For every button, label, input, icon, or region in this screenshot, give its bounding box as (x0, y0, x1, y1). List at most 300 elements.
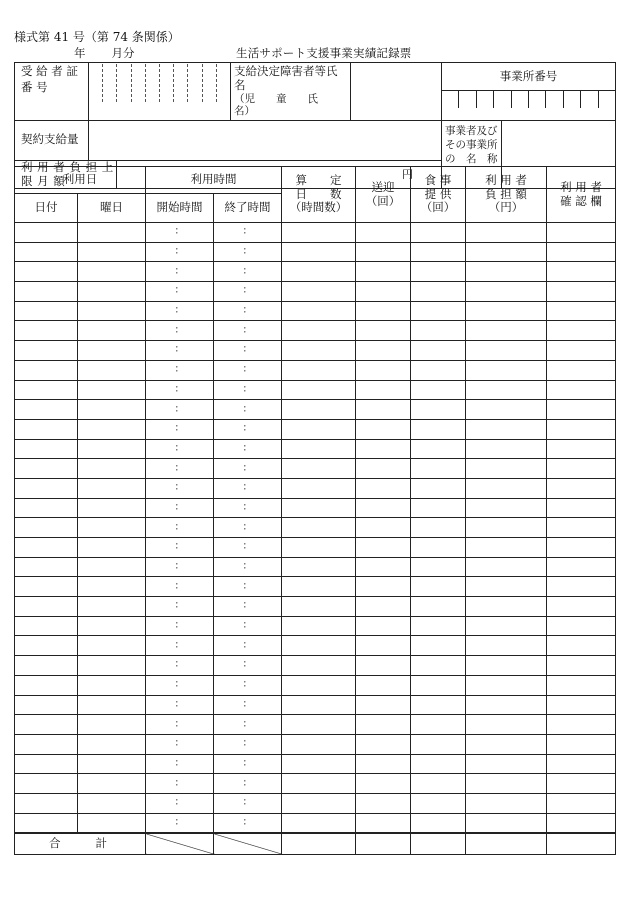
date-cell[interactable] (15, 656, 78, 676)
calc-days-cell[interactable] (282, 616, 356, 636)
calc-days-cell[interactable] (282, 439, 356, 459)
calc-days-cell[interactable] (282, 301, 356, 321)
contract-amount-field[interactable] (89, 120, 442, 160)
start-time-cell[interactable] (146, 636, 214, 656)
date-cell[interactable] (15, 813, 78, 833)
burden-amount-cell[interactable] (466, 774, 547, 794)
burden-amount-cell[interactable] (466, 577, 547, 597)
user-confirm-cell[interactable] (547, 380, 616, 400)
user-confirm-cell[interactable] (547, 419, 616, 439)
weekday-cell[interactable] (78, 754, 146, 774)
date-cell[interactable] (15, 439, 78, 459)
date-cell[interactable] (15, 262, 78, 282)
end-time-cell[interactable] (214, 498, 282, 518)
end-time-cell[interactable] (214, 656, 282, 676)
office-digit-cell[interactable] (477, 91, 494, 108)
transport-cell[interactable] (356, 538, 411, 558)
transport-cell[interactable] (356, 223, 411, 243)
end-time-cell[interactable] (214, 459, 282, 479)
start-time-cell[interactable] (146, 262, 214, 282)
date-cell[interactable] (15, 577, 78, 597)
recipient-digit-cell[interactable] (146, 64, 160, 102)
end-time-cell[interactable] (214, 636, 282, 656)
meal-cell[interactable] (411, 518, 466, 538)
office-digit-cell[interactable] (581, 91, 598, 108)
start-time-cell[interactable] (146, 478, 214, 498)
office-digit-cell[interactable] (564, 91, 581, 108)
burden-amount-cell[interactable] (466, 734, 547, 754)
end-time-cell[interactable] (214, 793, 282, 813)
calc-days-cell[interactable] (282, 813, 356, 833)
weekday-cell[interactable] (78, 341, 146, 361)
meal-cell[interactable] (411, 360, 466, 380)
meal-cell[interactable] (411, 380, 466, 400)
user-confirm-cell[interactable] (547, 636, 616, 656)
transport-cell[interactable] (356, 518, 411, 538)
weekday-cell[interactable] (78, 478, 146, 498)
start-time-cell[interactable] (146, 341, 214, 361)
burden-amount-cell[interactable] (466, 754, 547, 774)
burden-amount-cell[interactable] (466, 518, 547, 538)
user-confirm-cell[interactable] (547, 301, 616, 321)
start-time-cell[interactable] (146, 557, 214, 577)
end-time-cell[interactable] (214, 675, 282, 695)
meal-cell[interactable] (411, 242, 466, 262)
holder-name-field[interactable] (351, 63, 442, 121)
calc-days-cell[interactable] (282, 400, 356, 420)
date-cell[interactable] (15, 459, 78, 479)
user-confirm-cell[interactable] (547, 321, 616, 341)
meal-cell[interactable] (411, 538, 466, 558)
transport-cell[interactable] (356, 813, 411, 833)
weekday-cell[interactable] (78, 380, 146, 400)
office-digit-cell[interactable] (494, 91, 511, 108)
start-time-cell[interactable] (146, 675, 214, 695)
weekday-cell[interactable] (78, 616, 146, 636)
weekday-cell[interactable] (78, 597, 146, 617)
start-time-cell[interactable] (146, 793, 214, 813)
weekday-cell[interactable] (78, 675, 146, 695)
transport-cell[interactable] (356, 636, 411, 656)
weekday-cell[interactable] (78, 557, 146, 577)
transport-cell[interactable] (356, 557, 411, 577)
user-confirm-cell[interactable] (547, 242, 616, 262)
meal-cell[interactable] (411, 321, 466, 341)
transport-cell[interactable] (356, 282, 411, 302)
meal-cell[interactable] (411, 400, 466, 420)
office-digit-cell[interactable] (599, 91, 615, 108)
recipient-number-field[interactable] (89, 63, 231, 121)
total-meal[interactable] (411, 833, 466, 854)
date-cell[interactable] (15, 774, 78, 794)
calc-days-cell[interactable] (282, 419, 356, 439)
burden-amount-cell[interactable] (466, 223, 547, 243)
office-digit-cell[interactable] (546, 91, 563, 108)
calc-days-cell[interactable] (282, 656, 356, 676)
calc-days-cell[interactable] (282, 754, 356, 774)
transport-cell[interactable] (356, 439, 411, 459)
burden-amount-cell[interactable] (466, 616, 547, 636)
date-cell[interactable] (15, 400, 78, 420)
start-time-cell[interactable] (146, 734, 214, 754)
weekday-cell[interactable] (78, 793, 146, 813)
weekday-cell[interactable] (78, 774, 146, 794)
end-time-cell[interactable] (214, 360, 282, 380)
start-time-cell[interactable] (146, 282, 214, 302)
date-cell[interactable] (15, 498, 78, 518)
weekday-cell[interactable] (78, 419, 146, 439)
end-time-cell[interactable] (214, 597, 282, 617)
burden-amount-cell[interactable] (466, 439, 547, 459)
burden-amount-cell[interactable] (466, 793, 547, 813)
user-confirm-cell[interactable] (547, 538, 616, 558)
meal-cell[interactable] (411, 734, 466, 754)
total-calc-days[interactable] (282, 833, 356, 854)
start-time-cell[interactable] (146, 774, 214, 794)
date-cell[interactable] (15, 242, 78, 262)
calc-days-cell[interactable] (282, 793, 356, 813)
office-number-field[interactable] (442, 91, 616, 121)
start-time-cell[interactable] (146, 400, 214, 420)
burden-amount-cell[interactable] (466, 813, 547, 833)
calc-days-cell[interactable] (282, 695, 356, 715)
office-digit-cell[interactable] (442, 91, 459, 108)
meal-cell[interactable] (411, 439, 466, 459)
start-time-cell[interactable] (146, 538, 214, 558)
end-time-cell[interactable] (214, 734, 282, 754)
start-time-cell[interactable] (146, 242, 214, 262)
calc-days-cell[interactable] (282, 459, 356, 479)
date-cell[interactable] (15, 734, 78, 754)
end-time-cell[interactable] (214, 419, 282, 439)
meal-cell[interactable] (411, 557, 466, 577)
recipient-digit-cell[interactable] (217, 64, 230, 102)
start-time-cell[interactable] (146, 301, 214, 321)
start-time-cell[interactable] (146, 321, 214, 341)
burden-amount-cell[interactable] (466, 498, 547, 518)
transport-cell[interactable] (356, 321, 411, 341)
user-confirm-cell[interactable] (547, 557, 616, 577)
transport-cell[interactable] (356, 715, 411, 735)
weekday-cell[interactable] (78, 439, 146, 459)
user-confirm-cell[interactable] (547, 439, 616, 459)
user-confirm-cell[interactable] (547, 459, 616, 479)
office-digit-cell[interactable] (529, 91, 546, 108)
calc-days-cell[interactable] (282, 341, 356, 361)
calc-days-cell[interactable] (282, 557, 356, 577)
burden-amount-cell[interactable] (466, 380, 547, 400)
total-user-confirm[interactable] (547, 833, 616, 854)
weekday-cell[interactable] (78, 223, 146, 243)
weekday-cell[interactable] (78, 242, 146, 262)
user-confirm-cell[interactable] (547, 223, 616, 243)
start-time-cell[interactable] (146, 695, 214, 715)
transport-cell[interactable] (356, 656, 411, 676)
date-cell[interactable] (15, 715, 78, 735)
calc-days-cell[interactable] (282, 675, 356, 695)
user-confirm-cell[interactable] (547, 715, 616, 735)
date-cell[interactable] (15, 675, 78, 695)
weekday-cell[interactable] (78, 360, 146, 380)
recipient-digit-cell[interactable] (160, 64, 174, 102)
end-time-cell[interactable] (214, 301, 282, 321)
calc-days-cell[interactable] (282, 262, 356, 282)
burden-amount-cell[interactable] (466, 262, 547, 282)
calc-days-cell[interactable] (282, 538, 356, 558)
transport-cell[interactable] (356, 400, 411, 420)
total-transport[interactable] (356, 833, 411, 854)
start-time-cell[interactable] (146, 439, 214, 459)
burden-amount-cell[interactable] (466, 538, 547, 558)
end-time-cell[interactable] (214, 478, 282, 498)
user-confirm-cell[interactable] (547, 577, 616, 597)
weekday-cell[interactable] (78, 577, 146, 597)
burden-amount-cell[interactable] (466, 597, 547, 617)
meal-cell[interactable] (411, 459, 466, 479)
meal-cell[interactable] (411, 282, 466, 302)
recipient-digit-cell[interactable] (89, 64, 103, 102)
calc-days-cell[interactable] (282, 734, 356, 754)
user-confirm-cell[interactable] (547, 734, 616, 754)
start-time-cell[interactable] (146, 813, 214, 833)
date-cell[interactable] (15, 380, 78, 400)
user-confirm-cell[interactable] (547, 597, 616, 617)
date-cell[interactable] (15, 793, 78, 813)
end-time-cell[interactable] (214, 400, 282, 420)
end-time-cell[interactable] (214, 695, 282, 715)
end-time-cell[interactable] (214, 538, 282, 558)
meal-cell[interactable] (411, 419, 466, 439)
user-confirm-cell[interactable] (547, 282, 616, 302)
date-cell[interactable] (15, 282, 78, 302)
start-time-cell[interactable] (146, 518, 214, 538)
burden-amount-cell[interactable] (466, 459, 547, 479)
office-digit-cell[interactable] (459, 91, 476, 108)
meal-cell[interactable] (411, 774, 466, 794)
start-time-cell[interactable] (146, 656, 214, 676)
end-time-cell[interactable] (214, 439, 282, 459)
start-time-cell[interactable] (146, 754, 214, 774)
weekday-cell[interactable] (78, 321, 146, 341)
weekday-cell[interactable] (78, 695, 146, 715)
start-time-cell[interactable] (146, 616, 214, 636)
date-cell[interactable] (15, 478, 78, 498)
burden-amount-cell[interactable] (466, 242, 547, 262)
meal-cell[interactable] (411, 616, 466, 636)
user-confirm-cell[interactable] (547, 616, 616, 636)
meal-cell[interactable] (411, 636, 466, 656)
start-time-cell[interactable] (146, 223, 214, 243)
transport-cell[interactable] (356, 695, 411, 715)
transport-cell[interactable] (356, 341, 411, 361)
end-time-cell[interactable] (214, 774, 282, 794)
calc-days-cell[interactable] (282, 715, 356, 735)
weekday-cell[interactable] (78, 538, 146, 558)
meal-cell[interactable] (411, 223, 466, 243)
user-confirm-cell[interactable] (547, 262, 616, 282)
user-confirm-cell[interactable] (547, 754, 616, 774)
date-cell[interactable] (15, 636, 78, 656)
burden-amount-cell[interactable] (466, 695, 547, 715)
burden-amount-cell[interactable] (466, 360, 547, 380)
date-cell[interactable] (15, 695, 78, 715)
meal-cell[interactable] (411, 813, 466, 833)
user-confirm-cell[interactable] (547, 793, 616, 813)
calc-days-cell[interactable] (282, 774, 356, 794)
meal-cell[interactable] (411, 715, 466, 735)
calc-days-cell[interactable] (282, 597, 356, 617)
user-confirm-cell[interactable] (547, 341, 616, 361)
end-time-cell[interactable] (214, 380, 282, 400)
end-time-cell[interactable] (214, 813, 282, 833)
burden-amount-cell[interactable] (466, 419, 547, 439)
burden-amount-cell[interactable] (466, 557, 547, 577)
end-time-cell[interactable] (214, 223, 282, 243)
meal-cell[interactable] (411, 262, 466, 282)
recipient-digit-cell[interactable] (132, 64, 146, 102)
date-cell[interactable] (15, 518, 78, 538)
end-time-cell[interactable] (214, 577, 282, 597)
recipient-digit-cell[interactable] (103, 64, 117, 102)
transport-cell[interactable] (356, 478, 411, 498)
recipient-digit-cell[interactable] (174, 64, 188, 102)
burden-amount-cell[interactable] (466, 656, 547, 676)
burden-amount-cell[interactable] (466, 400, 547, 420)
weekday-cell[interactable] (78, 734, 146, 754)
date-cell[interactable] (15, 360, 78, 380)
calc-days-cell[interactable] (282, 360, 356, 380)
transport-cell[interactable] (356, 675, 411, 695)
weekday-cell[interactable] (78, 715, 146, 735)
end-time-cell[interactable] (214, 262, 282, 282)
transport-cell[interactable] (356, 616, 411, 636)
calc-days-cell[interactable] (282, 577, 356, 597)
end-time-cell[interactable] (214, 242, 282, 262)
calc-days-cell[interactable] (282, 636, 356, 656)
user-confirm-cell[interactable] (547, 774, 616, 794)
transport-cell[interactable] (356, 498, 411, 518)
calc-days-cell[interactable] (282, 498, 356, 518)
date-cell[interactable] (15, 616, 78, 636)
transport-cell[interactable] (356, 793, 411, 813)
transport-cell[interactable] (356, 774, 411, 794)
meal-cell[interactable] (411, 754, 466, 774)
meal-cell[interactable] (411, 341, 466, 361)
weekday-cell[interactable] (78, 498, 146, 518)
meal-cell[interactable] (411, 656, 466, 676)
burden-amount-cell[interactable] (466, 675, 547, 695)
transport-cell[interactable] (356, 754, 411, 774)
recipient-digit-cell[interactable] (203, 64, 217, 102)
end-time-cell[interactable] (214, 321, 282, 341)
weekday-cell[interactable] (78, 282, 146, 302)
burden-amount-cell[interactable] (466, 301, 547, 321)
start-time-cell[interactable] (146, 459, 214, 479)
recipient-digit-cell[interactable] (117, 64, 131, 102)
meal-cell[interactable] (411, 577, 466, 597)
end-time-cell[interactable] (214, 715, 282, 735)
transport-cell[interactable] (356, 262, 411, 282)
meal-cell[interactable] (411, 675, 466, 695)
user-confirm-cell[interactable] (547, 675, 616, 695)
calc-days-cell[interactable] (282, 282, 356, 302)
transport-cell[interactable] (356, 459, 411, 479)
transport-cell[interactable] (356, 577, 411, 597)
date-cell[interactable] (15, 341, 78, 361)
start-time-cell[interactable] (146, 360, 214, 380)
date-cell[interactable] (15, 321, 78, 341)
date-cell[interactable] (15, 754, 78, 774)
weekday-cell[interactable] (78, 656, 146, 676)
start-time-cell[interactable] (146, 380, 214, 400)
start-time-cell[interactable] (146, 715, 214, 735)
recipient-digit-cell[interactable] (188, 64, 202, 102)
transport-cell[interactable] (356, 301, 411, 321)
calc-days-cell[interactable] (282, 380, 356, 400)
calc-days-cell[interactable] (282, 518, 356, 538)
weekday-cell[interactable] (78, 400, 146, 420)
calc-days-cell[interactable] (282, 223, 356, 243)
weekday-cell[interactable] (78, 301, 146, 321)
user-confirm-cell[interactable] (547, 478, 616, 498)
burden-amount-cell[interactable] (466, 636, 547, 656)
user-confirm-cell[interactable] (547, 695, 616, 715)
date-cell[interactable] (15, 301, 78, 321)
date-cell[interactable] (15, 538, 78, 558)
start-time-cell[interactable] (146, 597, 214, 617)
total-burden-amount[interactable] (466, 833, 547, 854)
transport-cell[interactable] (356, 380, 411, 400)
end-time-cell[interactable] (214, 518, 282, 538)
user-confirm-cell[interactable] (547, 656, 616, 676)
transport-cell[interactable] (356, 242, 411, 262)
burden-amount-cell[interactable] (466, 478, 547, 498)
transport-cell[interactable] (356, 734, 411, 754)
meal-cell[interactable] (411, 597, 466, 617)
user-confirm-cell[interactable] (547, 400, 616, 420)
date-cell[interactable] (15, 557, 78, 577)
date-cell[interactable] (15, 223, 78, 243)
user-confirm-cell[interactable] (547, 498, 616, 518)
meal-cell[interactable] (411, 498, 466, 518)
date-cell[interactable] (15, 419, 78, 439)
weekday-cell[interactable] (78, 636, 146, 656)
weekday-cell[interactable] (78, 459, 146, 479)
user-confirm-cell[interactable] (547, 813, 616, 833)
transport-cell[interactable] (356, 597, 411, 617)
office-digit-cell[interactable] (512, 91, 529, 108)
transport-cell[interactable] (356, 360, 411, 380)
weekday-cell[interactable] (78, 262, 146, 282)
burden-amount-cell[interactable] (466, 715, 547, 735)
user-confirm-cell[interactable] (547, 360, 616, 380)
weekday-cell[interactable] (78, 518, 146, 538)
transport-cell[interactable] (356, 419, 411, 439)
start-time-cell[interactable] (146, 419, 214, 439)
meal-cell[interactable] (411, 301, 466, 321)
start-time-cell[interactable] (146, 498, 214, 518)
end-time-cell[interactable] (214, 282, 282, 302)
weekday-cell[interactable] (78, 813, 146, 833)
date-cell[interactable] (15, 597, 78, 617)
burden-amount-cell[interactable] (466, 341, 547, 361)
burden-amount-cell[interactable] (466, 282, 547, 302)
calc-days-cell[interactable] (282, 242, 356, 262)
burden-amount-cell[interactable] (466, 321, 547, 341)
calc-days-cell[interactable] (282, 321, 356, 341)
start-time-cell[interactable] (146, 577, 214, 597)
end-time-cell[interactable] (214, 557, 282, 577)
